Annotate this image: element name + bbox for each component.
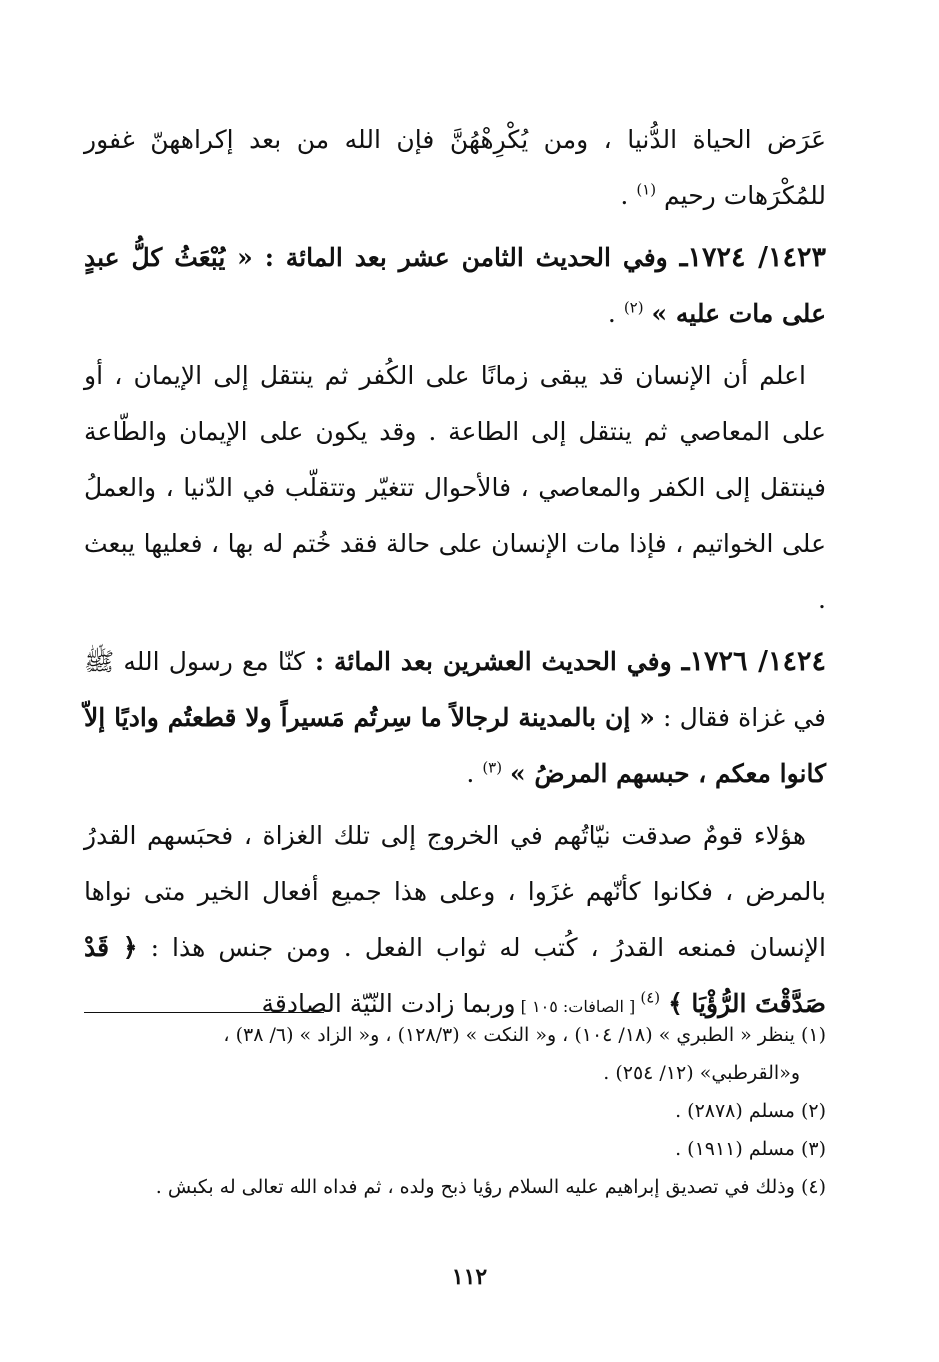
hadith-intro: وفي الحديث العشرين بعد المائة :: [304, 647, 682, 676]
footnote-ref: (٢): [623, 298, 644, 317]
commentary-paragraph: [84, 808, 826, 1035]
hadith-text: « يُبْعَثُ كلُّ عبدٍ على مات عليه »: [84, 243, 826, 328]
hadith-intro: وفي الحديث الثامن عشر بعد المائة :: [252, 243, 680, 272]
footnote-ref: (٣): [482, 758, 503, 777]
footnote-3: (٣) مسلم (١٩١١) .: [675, 1138, 826, 1160]
footnotes: [84, 1020, 826, 1210]
footnote-1-continuation: و«القرطبي» (١٢/ ٢٥٤) .: [603, 1062, 800, 1084]
paragraph-text: اعلم أن الإنسان قد يبقى زمانًا على الكُفر ثم ينتقل إلى الإيمان ، أو على المعاصي ثم ينتقل إلى الطاعة . وقد يكون على الإيمان والطّاعة فينتقل إلى الكفر والمعاصي ، فالأحوال تتغيّر وتتقلّب في الدّنيا ، والعملُ على الخواتيم ، فإذا مات الإنسان على حالة فقد خُتم له بها ، فعليها يبعث .: [84, 361, 826, 614]
punctuation: .: [620, 181, 637, 210]
hadith-entry: [84, 230, 826, 342]
hadith-number: ١٤٢٤/ ١٧٢٦ـ: [681, 646, 826, 677]
footnote-divider: [84, 1012, 324, 1013]
hadith-number: ١٤٢٣/ ١٧٢٤ـ: [679, 242, 827, 273]
footnote-2: (٢) مسلم (٢٨٧٨) .: [675, 1100, 826, 1122]
punctuation: .: [607, 299, 624, 328]
hadith-text: « إن بالمدينة لرجالاً ما سِرتُم مَسيراً ولا قطعتُم واديًا إلاّ كانوا معكم ، حبسهم المرضُ »: [84, 703, 826, 788]
paragraph-text: هؤلاء قومٌ صدقت نيّاتُهم في الخروج إلى تلك الغزاة ، فحبَسهم القدرُ بالمرض ، فكانوا كأنّهم غزَوا ، وعلى هذا جميع أفعال الخير متى نواها الإنسان فمنعه القدرُ ، كُتب له ثواب الفعل . ومن جنس هذا :: [84, 821, 826, 962]
footnote-4: (٤) وذلك في تصديق إبراهيم عليه السلام رؤيا ذبح ولده ، ثم فداه الله تعالى له بكبش .: [155, 1176, 826, 1198]
commentary-paragraph: [84, 348, 826, 628]
page-number: ١١٢: [451, 1264, 488, 1290]
main-text: [84, 112, 826, 1041]
paragraph-text: عَرَض الحياة الدُّنيا ، ومن يُكْرِهْهُنَّ فإن الله من بعد إكراههنّ غفور للمُكْرَهات رحيم: [84, 125, 826, 210]
quran-verse: ﴿ قَدْ صَدَّقْتَ الرُّؤْيَا ﴾: [84, 933, 826, 1018]
punctuation: .: [466, 759, 483, 788]
paragraph-text: وربما زادت النّيّة الصادقة: [261, 989, 516, 1018]
verse-citation: [ الصافات: ١٠٥ ]: [515, 997, 641, 1016]
footnote-ref: (٤): [640, 988, 661, 1007]
paragraph-continuation: [84, 112, 826, 224]
hadith-narration: كنّا مع رسول الله ﷺ في غزاة فقال :: [84, 647, 826, 732]
footnote-1: (١) ينظر « الطبري » (١٨/ ١٠٤) ، و« النكت » (١٢٨/٣) ، و« الزاد » (٦/ ٣٨) ،: [223, 1024, 826, 1046]
hadith-entry: [84, 634, 826, 802]
footnote-ref: (١): [636, 180, 657, 199]
